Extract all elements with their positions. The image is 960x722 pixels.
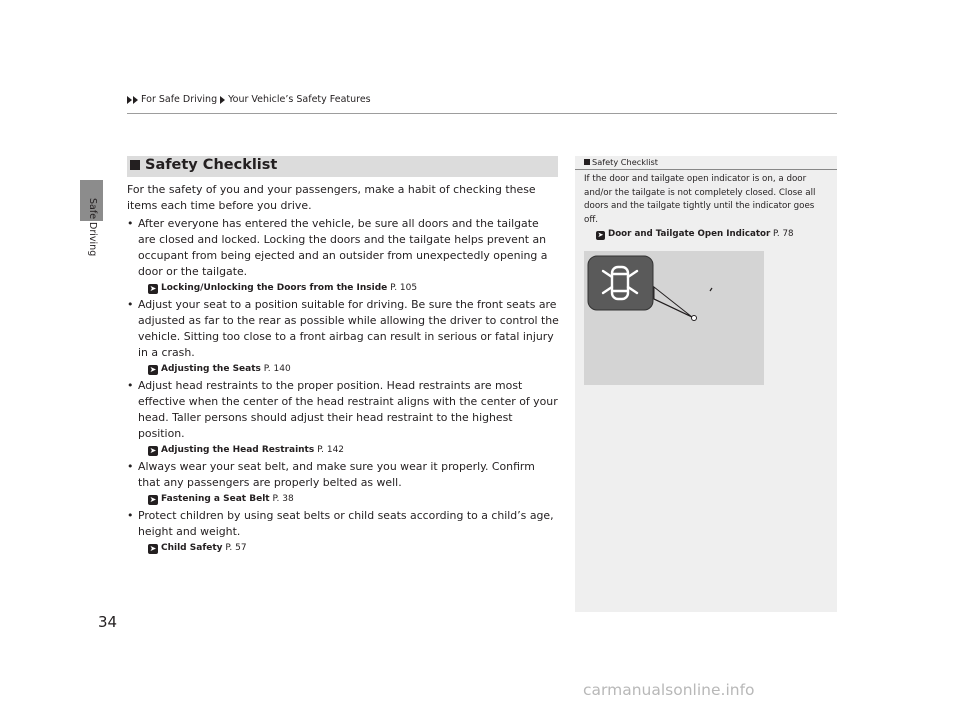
sidebar-heading (584, 157, 658, 167)
cross-reference[interactable] (127, 281, 559, 295)
cross-reference[interactable] (127, 541, 559, 555)
reference-title[interactable]: Door and Tailgate Open Indicator (608, 229, 771, 239)
reference-arrow-icon: ➤ (149, 495, 157, 504)
door-open-indicator-icon (584, 251, 764, 385)
reference-page: P. 140 (263, 364, 291, 374)
checklist-item: • Adjust your seat to a position suitable for driving. Be sure the front seats are adjusted as far to the rear as possible while allowing the driver to control the vehicle. Sitting too close to a front airbag can result in serious or fatal injury in a crash. (127, 297, 559, 361)
sidebar-text: If the door and tailgate open indicator is on, a door and/or the tailgate is not completely closed. Close all doors and the tailgate tightly until the indicator goes off. (584, 174, 816, 225)
sidebar-marker-icon (584, 159, 590, 165)
watermark: carmanualsonline.info (583, 681, 755, 699)
main-content (127, 182, 559, 555)
reference-page: P. 38 (272, 494, 294, 504)
section-square-icon (130, 160, 140, 170)
reference-title[interactable]: Adjusting the Head Restraints (161, 445, 315, 455)
checklist-item: • After everyone has entered the vehicle, be sure all doors and the tailgate are closed and locked. Locking the doors and the tailgate helps prevent an occupant from being ejected and an outsider from unexpectedly opening a door or the tailgate. (127, 216, 559, 280)
sidebar-heading-text: Safety Checklist (592, 157, 659, 167)
reference-page: P. 142 (317, 445, 345, 455)
sidebar-cross-reference[interactable] (596, 229, 794, 240)
reference-page: P. 78 (773, 229, 794, 239)
checklist-item: • Protect children by using seat belts or child seats according to a child’s age, height and weight. (127, 508, 559, 540)
reference-title[interactable]: Locking/Unlocking the Doors from the Inside (161, 283, 388, 293)
reference-title[interactable]: Fastening a Seat Belt (161, 494, 270, 504)
checklist-item: • Adjust head restraints to the proper position. Head restraints are most effective when the center of the head restraint aligns with the center of your head. Taller persons should adjust their head restraint to the highest position. (127, 378, 559, 442)
indicator-figure (584, 251, 764, 385)
chapter-label (86, 178, 98, 278)
intro-paragraph: For the safety of you and your passengers, make a habit of checking these items each time before you drive. (127, 183, 536, 212)
reference-arrow-icon: ➤ (149, 284, 157, 293)
reference-page: P. 105 (390, 283, 418, 293)
section-title (130, 157, 277, 173)
reference-arrow-icon: ➤ (149, 544, 157, 553)
reference-arrow-icon: ➤ (149, 446, 157, 455)
reference-page: P. 57 (225, 543, 247, 553)
section-title-text: Safety Checklist (145, 157, 278, 173)
page-number: 34 (98, 613, 118, 631)
cross-reference[interactable] (127, 362, 559, 376)
breadcrumb (127, 94, 374, 105)
breadcrumb-item[interactable]: Your Vehicle’s Safety Features (228, 94, 371, 105)
breadcrumb-arrow-icon (127, 96, 132, 104)
reference-arrow-icon: ➤ (149, 365, 157, 374)
breadcrumb-arrow-icon (133, 96, 138, 104)
breadcrumb-item[interactable]: For Safe Driving (141, 94, 218, 105)
cross-reference[interactable] (127, 492, 559, 506)
sidebar-divider (575, 169, 837, 170)
checklist-item: • Always wear your seat belt, and make sure you wear it properly. Confirm that any passengers are properly belted as well. (127, 459, 559, 491)
reference-arrow-icon: ➤ (597, 231, 604, 239)
breadcrumb-arrow-icon (220, 96, 225, 104)
reference-title[interactable]: Adjusting the Seats (161, 364, 261, 374)
header-divider (127, 113, 837, 114)
chapter-label-text: Safe Driving (87, 198, 98, 257)
reference-title[interactable]: Child Safety (161, 543, 223, 553)
cross-reference[interactable] (127, 443, 559, 457)
